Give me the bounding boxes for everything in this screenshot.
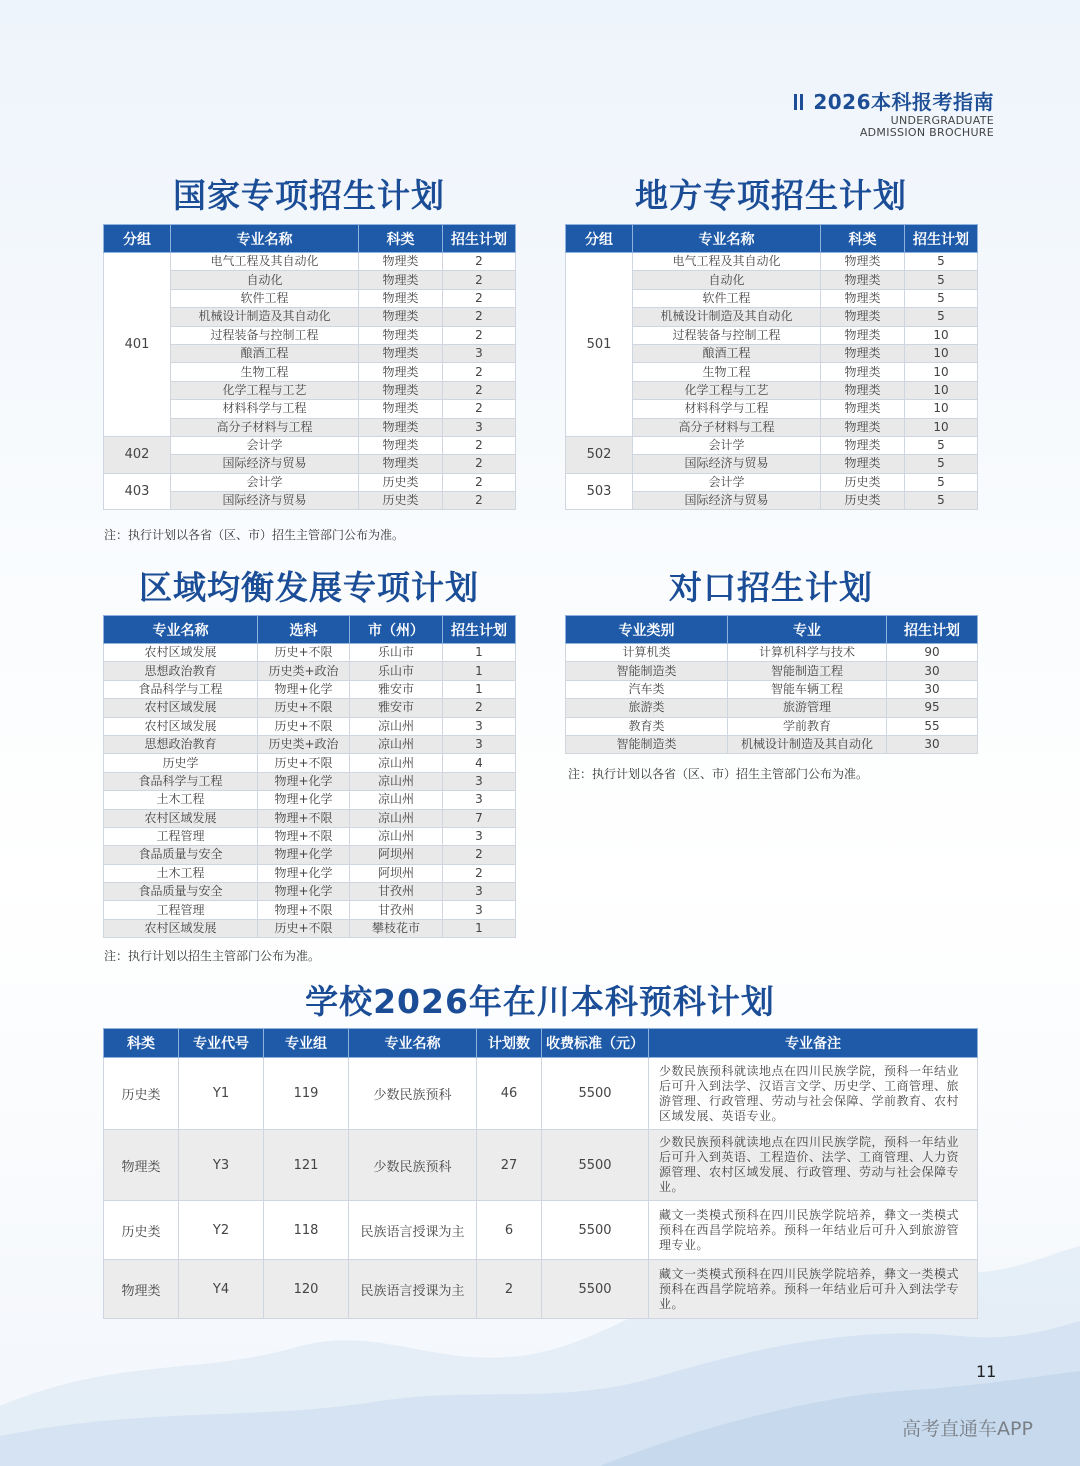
category-cell: 物理类 <box>359 253 443 271</box>
category-cell: 物理类 <box>359 344 443 362</box>
major-cell: 材料科学与工程 <box>633 400 821 418</box>
plan-cell: 3 <box>443 772 516 790</box>
category-cell: 物理类 <box>359 363 443 381</box>
plan-cell: 3 <box>443 735 516 753</box>
subjects-cell: 物理+化学 <box>258 883 350 901</box>
major-cell: 农村区域发展 <box>104 809 258 827</box>
plan-cell: 2 <box>443 308 516 326</box>
major-cell: 思想政治教育 <box>104 735 258 753</box>
city-cell: 凉山州 <box>350 809 443 827</box>
category-cell: 物理类 <box>821 455 905 473</box>
duikou-plan-table <box>565 615 978 754</box>
plan-cell: 2 <box>443 473 516 491</box>
major-type-cell: 智能制造类 <box>566 735 728 753</box>
fee-cell: 5500 <box>542 1130 649 1201</box>
brochure-subtitle-1: UNDERGRADUATE <box>890 114 994 127</box>
table-row <box>104 883 516 901</box>
major-cell: 土木工程 <box>104 791 258 809</box>
city-cell: 雅安市 <box>350 680 443 698</box>
remark-cell: 少数民族预科就读地点在四川民族学院，预科一年结业后可升入到法学、汉语言文学、历史学、工商管理、旅游管理、行政管理、劳动与社会保障、学前教育、农村区域发展、英语专业。 <box>649 1058 978 1130</box>
brochure-title: 2026本科报考指南 <box>813 90 994 114</box>
category-cell: 物理类 <box>104 1130 179 1201</box>
major-cell: 农村区域发展 <box>104 919 258 937</box>
fee-cell: 5500 <box>542 1201 649 1260</box>
subjects-cell: 物理+化学 <box>258 680 350 698</box>
major-cell: 生物工程 <box>171 363 359 381</box>
major-cell: 食品科学与工程 <box>104 772 258 790</box>
watermark: 高考直通车APP <box>902 1418 1033 1440</box>
table-row <box>566 680 978 698</box>
group-cell: 121 <box>264 1130 349 1201</box>
plan-cell: 10 <box>905 344 978 362</box>
plan-cell: 10 <box>905 381 978 399</box>
table-row <box>104 754 516 772</box>
subjects-cell: 物理+化学 <box>258 864 350 882</box>
prep-plan-table <box>103 1028 978 1319</box>
col-header-major: 专业名称 <box>171 225 359 253</box>
national-plan-table <box>103 224 516 510</box>
city-cell: 凉山州 <box>350 754 443 772</box>
major-cell: 少数民族预科 <box>349 1058 477 1130</box>
major-cell: 化学工程与工艺 <box>171 381 359 399</box>
group-cell: 403 <box>104 473 171 510</box>
city-cell: 凉山州 <box>350 791 443 809</box>
major-cell: 食品质量与安全 <box>104 883 258 901</box>
regional-plan-note: 注：执行计划以招生主管部门公布为准。 <box>104 949 321 963</box>
col-header-fee: 收费标准（元） <box>542 1029 649 1058</box>
col-header-major: 专业 <box>728 616 887 644</box>
plan-cell: 2 <box>443 381 516 399</box>
plan-cell: 2 <box>443 492 516 510</box>
group-cell: 401 <box>104 253 171 437</box>
col-header-plan: 招生计划 <box>443 225 516 253</box>
header-bar-icon <box>800 94 803 110</box>
subjects-cell: 历史+不限 <box>258 699 350 717</box>
page-number: 11 <box>976 1362 997 1381</box>
city-cell: 凉山州 <box>350 772 443 790</box>
table-row <box>104 1058 978 1130</box>
plan-cell: 2 <box>443 289 516 307</box>
major-cell: 国际经济与贸易 <box>633 455 821 473</box>
plan-cell: 5 <box>905 289 978 307</box>
col-header-code: 专业代号 <box>179 1029 264 1058</box>
count-cell: 6 <box>477 1201 542 1260</box>
city-cell: 阿坝州 <box>350 864 443 882</box>
city-cell: 凉山州 <box>350 827 443 845</box>
national-plan-note: 注：执行计划以各省（区、市）招生主管部门公布为准。 <box>104 528 405 542</box>
plan-cell: 5 <box>905 308 978 326</box>
major-cell: 电气工程及其自动化 <box>633 253 821 271</box>
col-header-category: 科类 <box>104 1029 179 1058</box>
table-row <box>566 717 978 735</box>
regional-plan-title: 区域均衡发展专项计划 <box>139 568 479 607</box>
major-type-cell: 教育类 <box>566 717 728 735</box>
major-cell: 过程装备与控制工程 <box>171 326 359 344</box>
city-cell: 凉山州 <box>350 735 443 753</box>
category-cell: 物理类 <box>359 400 443 418</box>
col-header-plan: 招生计划 <box>887 616 978 644</box>
count-cell: 2 <box>477 1260 542 1319</box>
major-cell: 国际经济与贸易 <box>171 455 359 473</box>
plan-cell: 10 <box>905 400 978 418</box>
count-cell: 46 <box>477 1058 542 1130</box>
remark-cell: 藏文一类模式预科在四川民族学院培养，彝文一类模式预科在西昌学院培养。预科一年结业后可升入到法学专业。 <box>649 1260 978 1319</box>
col-header-city: 市（州） <box>350 616 443 644</box>
group-cell: 501 <box>566 253 633 437</box>
table-row <box>104 699 516 717</box>
table-row <box>566 662 978 680</box>
table-row <box>104 717 516 735</box>
table-row <box>104 662 516 680</box>
plan-cell: 3 <box>443 344 516 362</box>
major-cell: 国际经济与贸易 <box>633 492 821 510</box>
plan-cell: 2 <box>443 864 516 882</box>
category-cell: 物理类 <box>821 436 905 454</box>
major-cell: 民族语言授课为主 <box>349 1201 477 1260</box>
category-cell: 历史类 <box>821 473 905 491</box>
group-cell: 118 <box>264 1201 349 1260</box>
major-type-cell: 汽车类 <box>566 680 728 698</box>
major-cell: 民族语言授课为主 <box>349 1260 477 1319</box>
category-cell: 物理类 <box>359 418 443 436</box>
plan-cell: 30 <box>887 735 978 753</box>
major-cell: 思想政治教育 <box>104 662 258 680</box>
plan-cell: 90 <box>887 644 978 662</box>
brochure-subtitle-2: ADMISSION BROCHURE <box>859 126 994 139</box>
category-cell: 物理类 <box>359 455 443 473</box>
plan-cell: 5 <box>905 271 978 289</box>
major-cell: 农村区域发展 <box>104 644 258 662</box>
col-header-category: 科类 <box>359 225 443 253</box>
major-cell: 计算机科学与技术 <box>728 644 887 662</box>
col-header-group: 专业组 <box>264 1029 349 1058</box>
table-row <box>104 901 516 919</box>
subjects-cell: 历史+不限 <box>258 919 350 937</box>
table-row <box>566 699 978 717</box>
category-cell: 物理类 <box>821 326 905 344</box>
table-row <box>104 864 516 882</box>
category-cell: 物理类 <box>821 400 905 418</box>
city-cell: 甘孜州 <box>350 901 443 919</box>
table-row <box>104 1201 978 1260</box>
city-cell: 阿坝州 <box>350 846 443 864</box>
fee-cell: 5500 <box>542 1260 649 1319</box>
category-cell: 历史类 <box>104 1058 179 1130</box>
subjects-cell: 历史类+政治 <box>258 662 350 680</box>
col-header-group: 分组 <box>104 225 171 253</box>
table-row <box>566 253 978 271</box>
group-cell: 503 <box>566 473 633 510</box>
table-row <box>104 436 516 454</box>
category-cell: 历史类 <box>821 492 905 510</box>
table-row <box>104 791 516 809</box>
plan-cell: 5 <box>905 473 978 491</box>
major-type-cell: 旅游类 <box>566 699 728 717</box>
col-header-remark: 专业备注 <box>649 1029 978 1058</box>
plan-cell: 30 <box>887 662 978 680</box>
category-cell: 物理类 <box>104 1260 179 1319</box>
subjects-cell: 历史+不限 <box>258 644 350 662</box>
major-cell: 软件工程 <box>633 289 821 307</box>
col-header-group: 分组 <box>566 225 633 253</box>
subjects-cell: 物理+不限 <box>258 827 350 845</box>
major-cell: 高分子材料与工程 <box>633 418 821 436</box>
major-cell: 生物工程 <box>633 363 821 381</box>
subjects-cell: 物理+化学 <box>258 791 350 809</box>
city-cell: 甘孜州 <box>350 883 443 901</box>
major-cell: 机械设计制造及其自动化 <box>728 735 887 753</box>
plan-cell: 10 <box>905 326 978 344</box>
plan-cell: 1 <box>443 644 516 662</box>
major-cell: 机械设计制造及其自动化 <box>171 308 359 326</box>
plan-cell: 2 <box>443 455 516 473</box>
regional-plan-table <box>103 615 516 938</box>
fee-cell: 5500 <box>542 1058 649 1130</box>
plan-cell: 10 <box>905 418 978 436</box>
group-cell: 502 <box>566 436 633 473</box>
category-cell: 历史类 <box>104 1201 179 1260</box>
category-cell: 物理类 <box>359 271 443 289</box>
major-cell: 自动化 <box>171 271 359 289</box>
city-cell: 乐山市 <box>350 644 443 662</box>
table-row <box>104 846 516 864</box>
table-row <box>104 735 516 753</box>
table-row <box>104 253 516 271</box>
major-cell: 智能制造工程 <box>728 662 887 680</box>
table-row <box>104 1130 978 1201</box>
major-cell: 过程装备与控制工程 <box>633 326 821 344</box>
plan-cell: 2 <box>443 846 516 864</box>
count-cell: 27 <box>477 1130 542 1201</box>
category-cell: 物理类 <box>821 289 905 307</box>
major-cell: 电气工程及其自动化 <box>171 253 359 271</box>
major-cell: 学前教育 <box>728 717 887 735</box>
category-cell: 历史类 <box>359 492 443 510</box>
major-cell: 智能车辆工程 <box>728 680 887 698</box>
group-cell: 120 <box>264 1260 349 1319</box>
col-header-major: 专业名称 <box>349 1029 477 1058</box>
remark-cell: 少数民族预科就读地点在四川民族学院，预科一年结业后可升入到英语、工程造价、法学、工商管理、人力资源管理、农村区域发展、行政管理、劳动与社会保障专业。 <box>649 1130 978 1201</box>
remark-cell: 藏文一类模式预科在四川民族学院培养，彝文一类模式预科在西昌学院培养。预科一年结业后可升入到旅游管理专业。 <box>649 1201 978 1260</box>
major-cell: 少数民族预科 <box>349 1130 477 1201</box>
group-cell: 402 <box>104 436 171 473</box>
major-cell: 工程管理 <box>104 827 258 845</box>
plan-cell: 3 <box>443 418 516 436</box>
col-header-count: 计划数 <box>477 1029 542 1058</box>
subjects-cell: 历史+不限 <box>258 717 350 735</box>
col-header-category: 科类 <box>821 225 905 253</box>
table-row <box>104 680 516 698</box>
category-cell: 物理类 <box>821 253 905 271</box>
local-plan-table <box>565 224 978 510</box>
city-cell: 攀枝花市 <box>350 919 443 937</box>
plan-cell: 3 <box>443 827 516 845</box>
major-cell: 机械设计制造及其自动化 <box>633 308 821 326</box>
plan-cell: 55 <box>887 717 978 735</box>
major-cell: 化学工程与工艺 <box>633 381 821 399</box>
plan-cell: 5 <box>905 492 978 510</box>
local-plan-title: 地方专项招生计划 <box>635 176 907 215</box>
duikou-plan-note: 注：执行计划以各省（区、市）招生主管部门公布为准。 <box>568 767 869 781</box>
major-cell: 会计学 <box>633 436 821 454</box>
col-header-major-type: 专业类别 <box>566 616 728 644</box>
major-cell: 农村区域发展 <box>104 699 258 717</box>
major-cell: 历史学 <box>104 754 258 772</box>
duikou-plan-title: 对口招生计划 <box>669 568 873 607</box>
plan-cell: 2 <box>443 363 516 381</box>
category-cell: 物理类 <box>359 289 443 307</box>
plan-cell: 2 <box>443 699 516 717</box>
category-cell: 物理类 <box>821 363 905 381</box>
category-cell: 物理类 <box>359 436 443 454</box>
plan-cell: 2 <box>443 400 516 418</box>
major-type-cell: 计算机类 <box>566 644 728 662</box>
plan-cell: 5 <box>905 253 978 271</box>
subjects-cell: 历史+不限 <box>258 754 350 772</box>
major-cell: 食品质量与安全 <box>104 846 258 864</box>
plan-cell: 2 <box>443 271 516 289</box>
code-cell: Y3 <box>179 1130 264 1201</box>
code-cell: Y4 <box>179 1260 264 1319</box>
subjects-cell: 物理+化学 <box>258 846 350 864</box>
plan-cell: 5 <box>905 455 978 473</box>
major-cell: 材料科学与工程 <box>171 400 359 418</box>
subjects-cell: 物理+不限 <box>258 901 350 919</box>
major-type-cell: 智能制造类 <box>566 662 728 680</box>
plan-cell: 2 <box>443 436 516 454</box>
category-cell: 物理类 <box>359 381 443 399</box>
national-plan-title: 国家专项招生计划 <box>173 176 445 215</box>
major-cell: 酿酒工程 <box>171 344 359 362</box>
table-row <box>566 473 978 491</box>
major-cell: 食品科学与工程 <box>104 680 258 698</box>
major-cell: 软件工程 <box>171 289 359 307</box>
major-cell: 会计学 <box>171 473 359 491</box>
col-header-plan: 招生计划 <box>443 616 516 644</box>
table-row <box>104 809 516 827</box>
major-cell: 酿酒工程 <box>633 344 821 362</box>
major-cell: 农村区域发展 <box>104 717 258 735</box>
category-cell: 物理类 <box>821 308 905 326</box>
major-cell: 会计学 <box>633 473 821 491</box>
major-cell: 高分子材料与工程 <box>171 418 359 436</box>
code-cell: Y1 <box>179 1058 264 1130</box>
plan-cell: 1 <box>443 919 516 937</box>
group-cell: 119 <box>264 1058 349 1130</box>
major-cell: 自动化 <box>633 271 821 289</box>
table-row <box>104 827 516 845</box>
subjects-cell: 历史类+政治 <box>258 735 350 753</box>
prep-plan-title: 学校2026年在川本科预科计划 <box>305 982 775 1021</box>
col-header-major: 专业名称 <box>104 616 258 644</box>
subjects-cell: 物理+化学 <box>258 772 350 790</box>
col-header-plan: 招生计划 <box>905 225 978 253</box>
plan-cell: 4 <box>443 754 516 772</box>
brochure-header <box>794 86 994 139</box>
category-cell: 物理类 <box>359 326 443 344</box>
col-header-major: 专业名称 <box>633 225 821 253</box>
plan-cell: 7 <box>443 809 516 827</box>
table-row <box>104 644 516 662</box>
plan-cell: 3 <box>443 883 516 901</box>
table-row <box>104 772 516 790</box>
plan-cell: 3 <box>443 901 516 919</box>
plan-cell: 95 <box>887 699 978 717</box>
table-row <box>104 1260 978 1319</box>
col-header-subjects: 选科 <box>258 616 350 644</box>
category-cell: 物理类 <box>821 344 905 362</box>
plan-cell: 1 <box>443 680 516 698</box>
city-cell: 乐山市 <box>350 662 443 680</box>
major-cell: 土木工程 <box>104 864 258 882</box>
city-cell: 凉山州 <box>350 717 443 735</box>
plan-cell: 5 <box>905 436 978 454</box>
plan-cell: 30 <box>887 680 978 698</box>
table-row <box>566 735 978 753</box>
plan-cell: 2 <box>443 326 516 344</box>
major-cell: 国际经济与贸易 <box>171 492 359 510</box>
plan-cell: 3 <box>443 717 516 735</box>
table-row <box>104 919 516 937</box>
category-cell: 物理类 <box>821 271 905 289</box>
plan-cell: 10 <box>905 363 978 381</box>
code-cell: Y2 <box>179 1201 264 1260</box>
plan-cell: 1 <box>443 662 516 680</box>
table-row <box>104 473 516 491</box>
category-cell: 物理类 <box>821 381 905 399</box>
major-cell: 工程管理 <box>104 901 258 919</box>
category-cell: 物理类 <box>821 418 905 436</box>
major-cell: 会计学 <box>171 436 359 454</box>
subjects-cell: 物理+不限 <box>258 809 350 827</box>
header-bar-icon <box>794 94 797 110</box>
category-cell: 历史类 <box>359 473 443 491</box>
plan-cell: 2 <box>443 253 516 271</box>
table-row <box>566 436 978 454</box>
major-cell: 旅游管理 <box>728 699 887 717</box>
category-cell: 物理类 <box>359 308 443 326</box>
plan-cell: 3 <box>443 791 516 809</box>
city-cell: 雅安市 <box>350 699 443 717</box>
table-row <box>566 644 978 662</box>
